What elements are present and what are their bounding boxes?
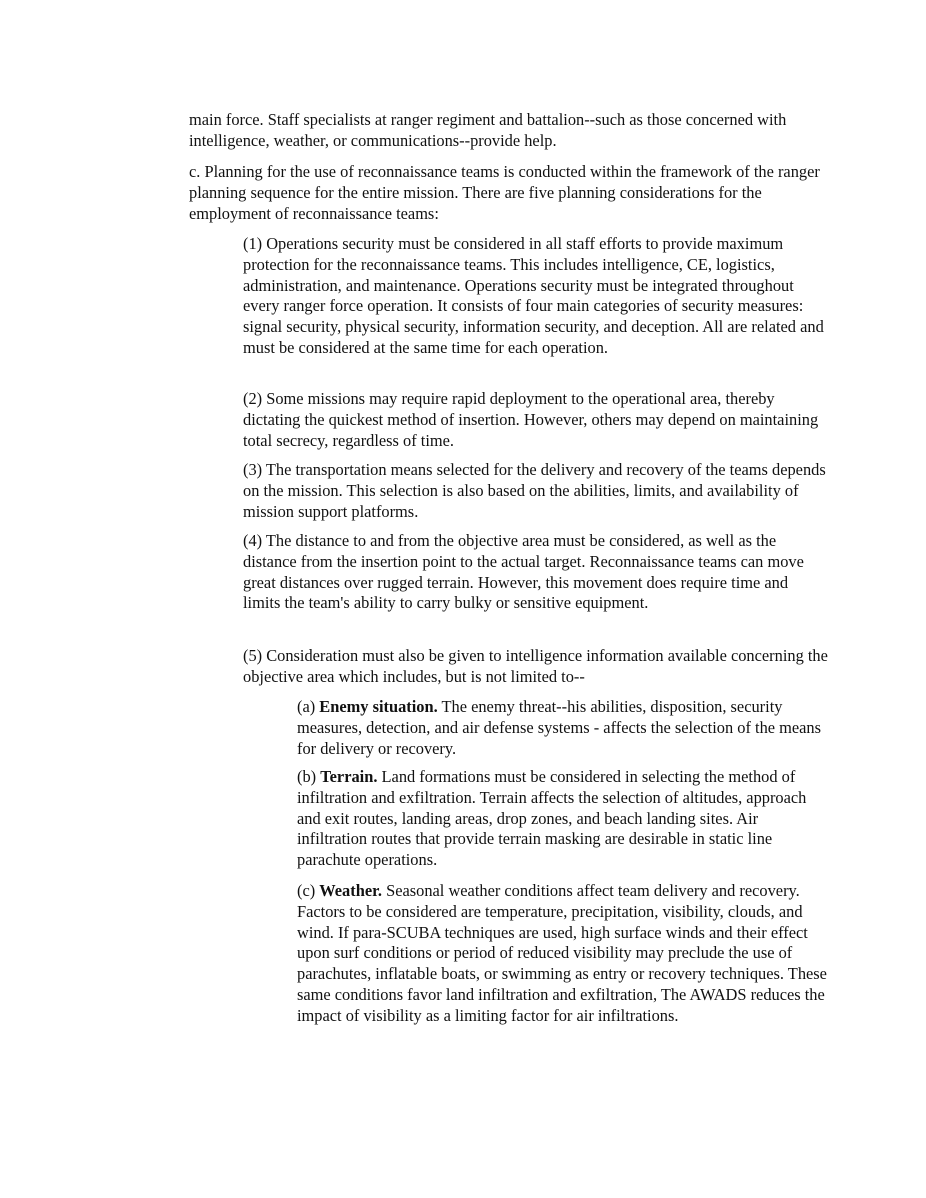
subitem-c-label: (c)	[297, 881, 320, 900]
subitem-b-label: (b)	[297, 767, 321, 786]
subitem-a-label: (a)	[297, 697, 320, 716]
paragraph-4-distance: (4) The distance to and from the objective area must be considered, as well as the distance from the insertion point to the actual target. Reconnaissance teams can move great distances over rugged terrain. However, this movement does require time and limits the team's ability to carry bulky or sensitive equipment.	[243, 531, 804, 613]
subitem-a-heading: Enemy situation.	[319, 697, 438, 716]
subitem-b-text: Land formations must be considered in selecting the method of infiltration and exfiltration. Terrain affects the selection of altitudes, approach and exit routes, landing areas, drop zones, and beach landing sites. Air infiltration routes that provide terrain masking are desirable in static line parachute operations.	[297, 767, 807, 870]
paragraph-1-operations-security: (1) Operations security must be considered in all staff efforts to provide maximum protection for the reconnaissance teams. This includes intelligence, CE, logistics, administration, and maintenance. Operations security must be integrated throughout every ranger force operation. It consists of four main categories of security measures: signal security, physical security, information security, and deception. All are related and must be considered at the same time for each operation.	[243, 234, 824, 357]
subitem-c-text: Seasonal weather conditions affect team delivery and recovery. Factors to be considered are temperature, precipitation, visibility, clouds, and wind. If para-SCUBA techniques are used, high surface winds and their effect upon surf conditions or period of reduced visibility may preclude the use of parachutes, inflatable boats, or swimming as entry or recovery techniques. These same conditions favor land infiltration and exfiltration, The AWADS reduces the impact of visibility as a limiting factor for air infiltrations.	[297, 881, 827, 1025]
paragraph-2-rapid-deployment: (2) Some missions may require rapid deployment to the operational area, thereby dictating the quickest method of insertion. However, others may depend on maintaining total secrecy, regardless of time.	[243, 389, 819, 450]
subitem-c-weather	[297, 881, 829, 1027]
paragraph-intro: main force. Staff specialists at ranger regiment and battalion--such as those concerned with intelligence, weather, or communications--provide help.	[189, 110, 787, 150]
paragraph-c: c. Planning for the use of reconnaissance teams is conducted within the framework of the ranger planning sequence for the entire mission. There are five planning considerations for the employment of reconnaissance teams:	[189, 162, 820, 223]
paragraph-5-intelligence: (5) Consideration must also be given to intelligence information available concerning the objective area which includes, but is not limited to--	[243, 646, 828, 686]
subitem-a-enemy-situation	[297, 697, 829, 759]
subitem-c-heading: Weather.	[319, 881, 382, 900]
subitem-b-heading: Terrain.	[320, 767, 378, 786]
paragraph-3-transportation: (3) The transportation means selected for the delivery and recovery of the teams depends on the mission. This selection is also based on the abilities, limits, and availability of mission support platforms.	[243, 460, 826, 521]
subitem-a-text: The enemy threat--his abilities, disposition, security measures, detection, and air defense systems - affects the selection of the means for delivery or recovery.	[297, 697, 822, 758]
subitem-b-terrain	[297, 767, 829, 871]
